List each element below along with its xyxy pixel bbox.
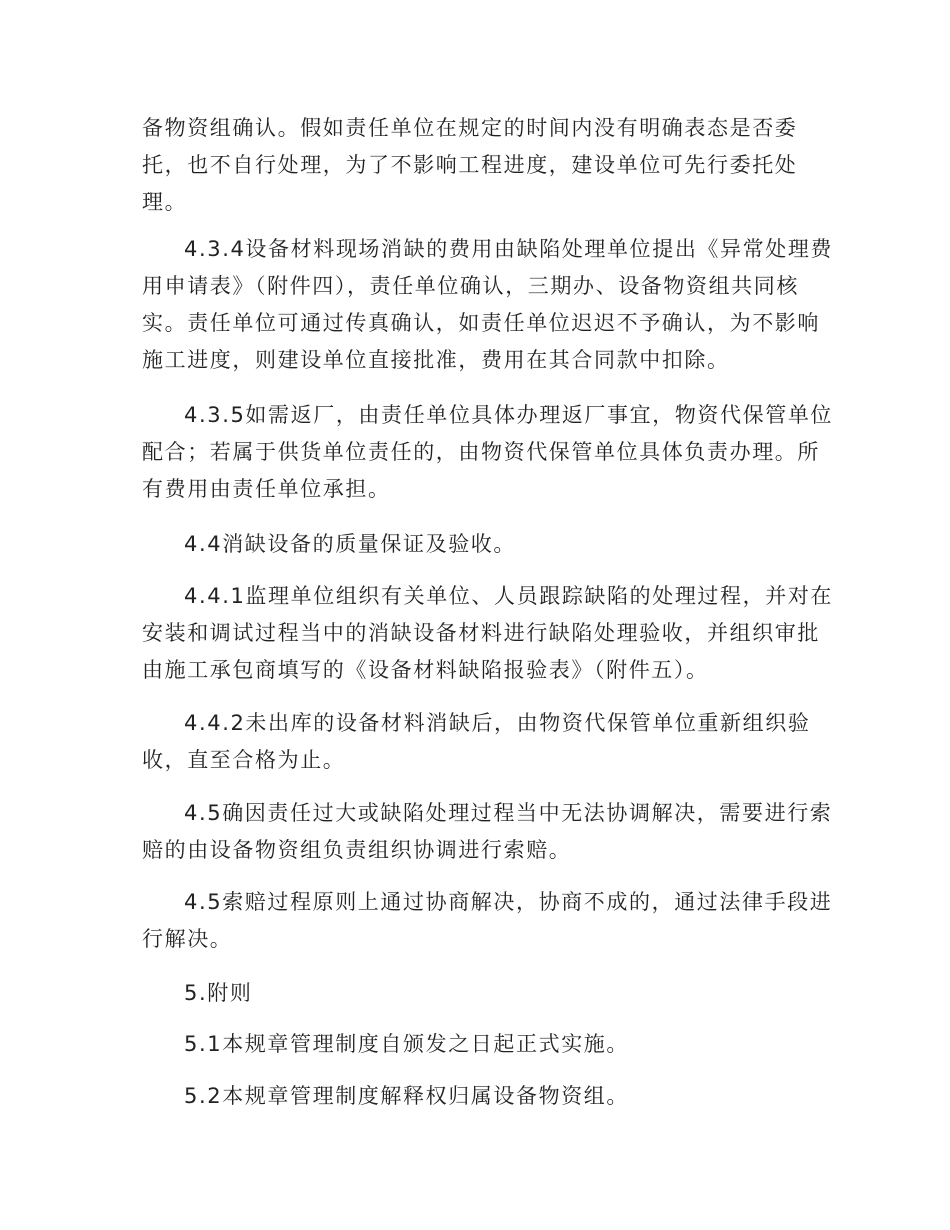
- text-line: 托，也不自行处理，为了不影响工程进度，建设单位可先行委托处: [142, 153, 798, 177]
- text-line: 4.3.4设备材料现场消缺的费用由缺陷处理单位提出《异常处理费: [184, 237, 834, 261]
- text-line: 理。: [142, 190, 188, 214]
- paragraph-5-1: [142, 1026, 812, 1063]
- text-line: 实。责任单位可通过传真确认，如责任单位迟迟不予确认，为不影响: [142, 311, 820, 335]
- text-line: 5.2本规章管理制度解释权归属设备物资组。: [184, 1084, 629, 1108]
- text-line: 用申请表》（附件四），责任单位确认，三期办、设备物资组共同核: [142, 274, 799, 298]
- paragraph-4-4-2: [142, 705, 812, 779]
- text-line: 收，直至合格为止。: [142, 748, 346, 772]
- text-line: 4.4.2未出库的设备材料消缺后，由物资代保管单位重新组织验: [184, 711, 811, 735]
- text-line: 行解决。: [142, 927, 233, 951]
- text-line: 4.5确因责任过大或缺陷处理过程当中无法协调解决，需要进行索: [184, 801, 833, 825]
- text-line: 由施工承包商填写的《设备材料缺陷报验表》（附件五）。: [142, 658, 709, 682]
- section-heading-5: [142, 975, 812, 1012]
- text-line: 安装和调试过程当中的消缺设备材料进行缺陷处理验收，并组织审批: [142, 621, 820, 645]
- text-line: 4.4消缺设备的质量保证及验收。: [184, 532, 516, 556]
- paragraph-4-3-4: [142, 231, 834, 379]
- text-line: 施工进度，则建设单位直接批准，费用在其合同款中扣除。: [142, 348, 730, 372]
- paragraph-4-4-1: [142, 578, 834, 689]
- text-line: 4.4.1监理单位组织有关单位、人员跟踪缺陷的处理过程，并对在: [184, 584, 834, 608]
- text-line: 5.1本规章管理制度自颁发之日起正式实施。: [184, 1032, 629, 1056]
- text-line: 5.附则: [184, 981, 253, 1005]
- paragraph-5-2: [142, 1078, 812, 1115]
- text-line: 4.5索赔过程原则上通过协商解决，协商不成的，通过法律手段进: [184, 890, 833, 914]
- paragraph-4-5-negotiation: [142, 884, 833, 958]
- text-line: 赔的由设备物资组负责组织协调进行索赔。: [142, 838, 572, 862]
- text-line: 配合；若属于供货单位责任的，由物资代保管单位具体负责办理。所: [142, 440, 820, 464]
- paragraph-4-5-claims: [142, 795, 833, 869]
- paragraph-4-3-5: [142, 397, 834, 508]
- paragraph-4-4: [142, 526, 812, 563]
- paragraph-material-group-confirmation: [142, 110, 812, 221]
- text-line: 4.3.5如需返厂，由责任单位具体办理返厂事宜，物资代保管单位: [184, 403, 834, 427]
- text-line: 有费用由责任单位承担。: [142, 477, 391, 501]
- text-line: 备物资组确认。假如责任单位在规定的时间内没有明确表态是否委: [142, 116, 798, 140]
